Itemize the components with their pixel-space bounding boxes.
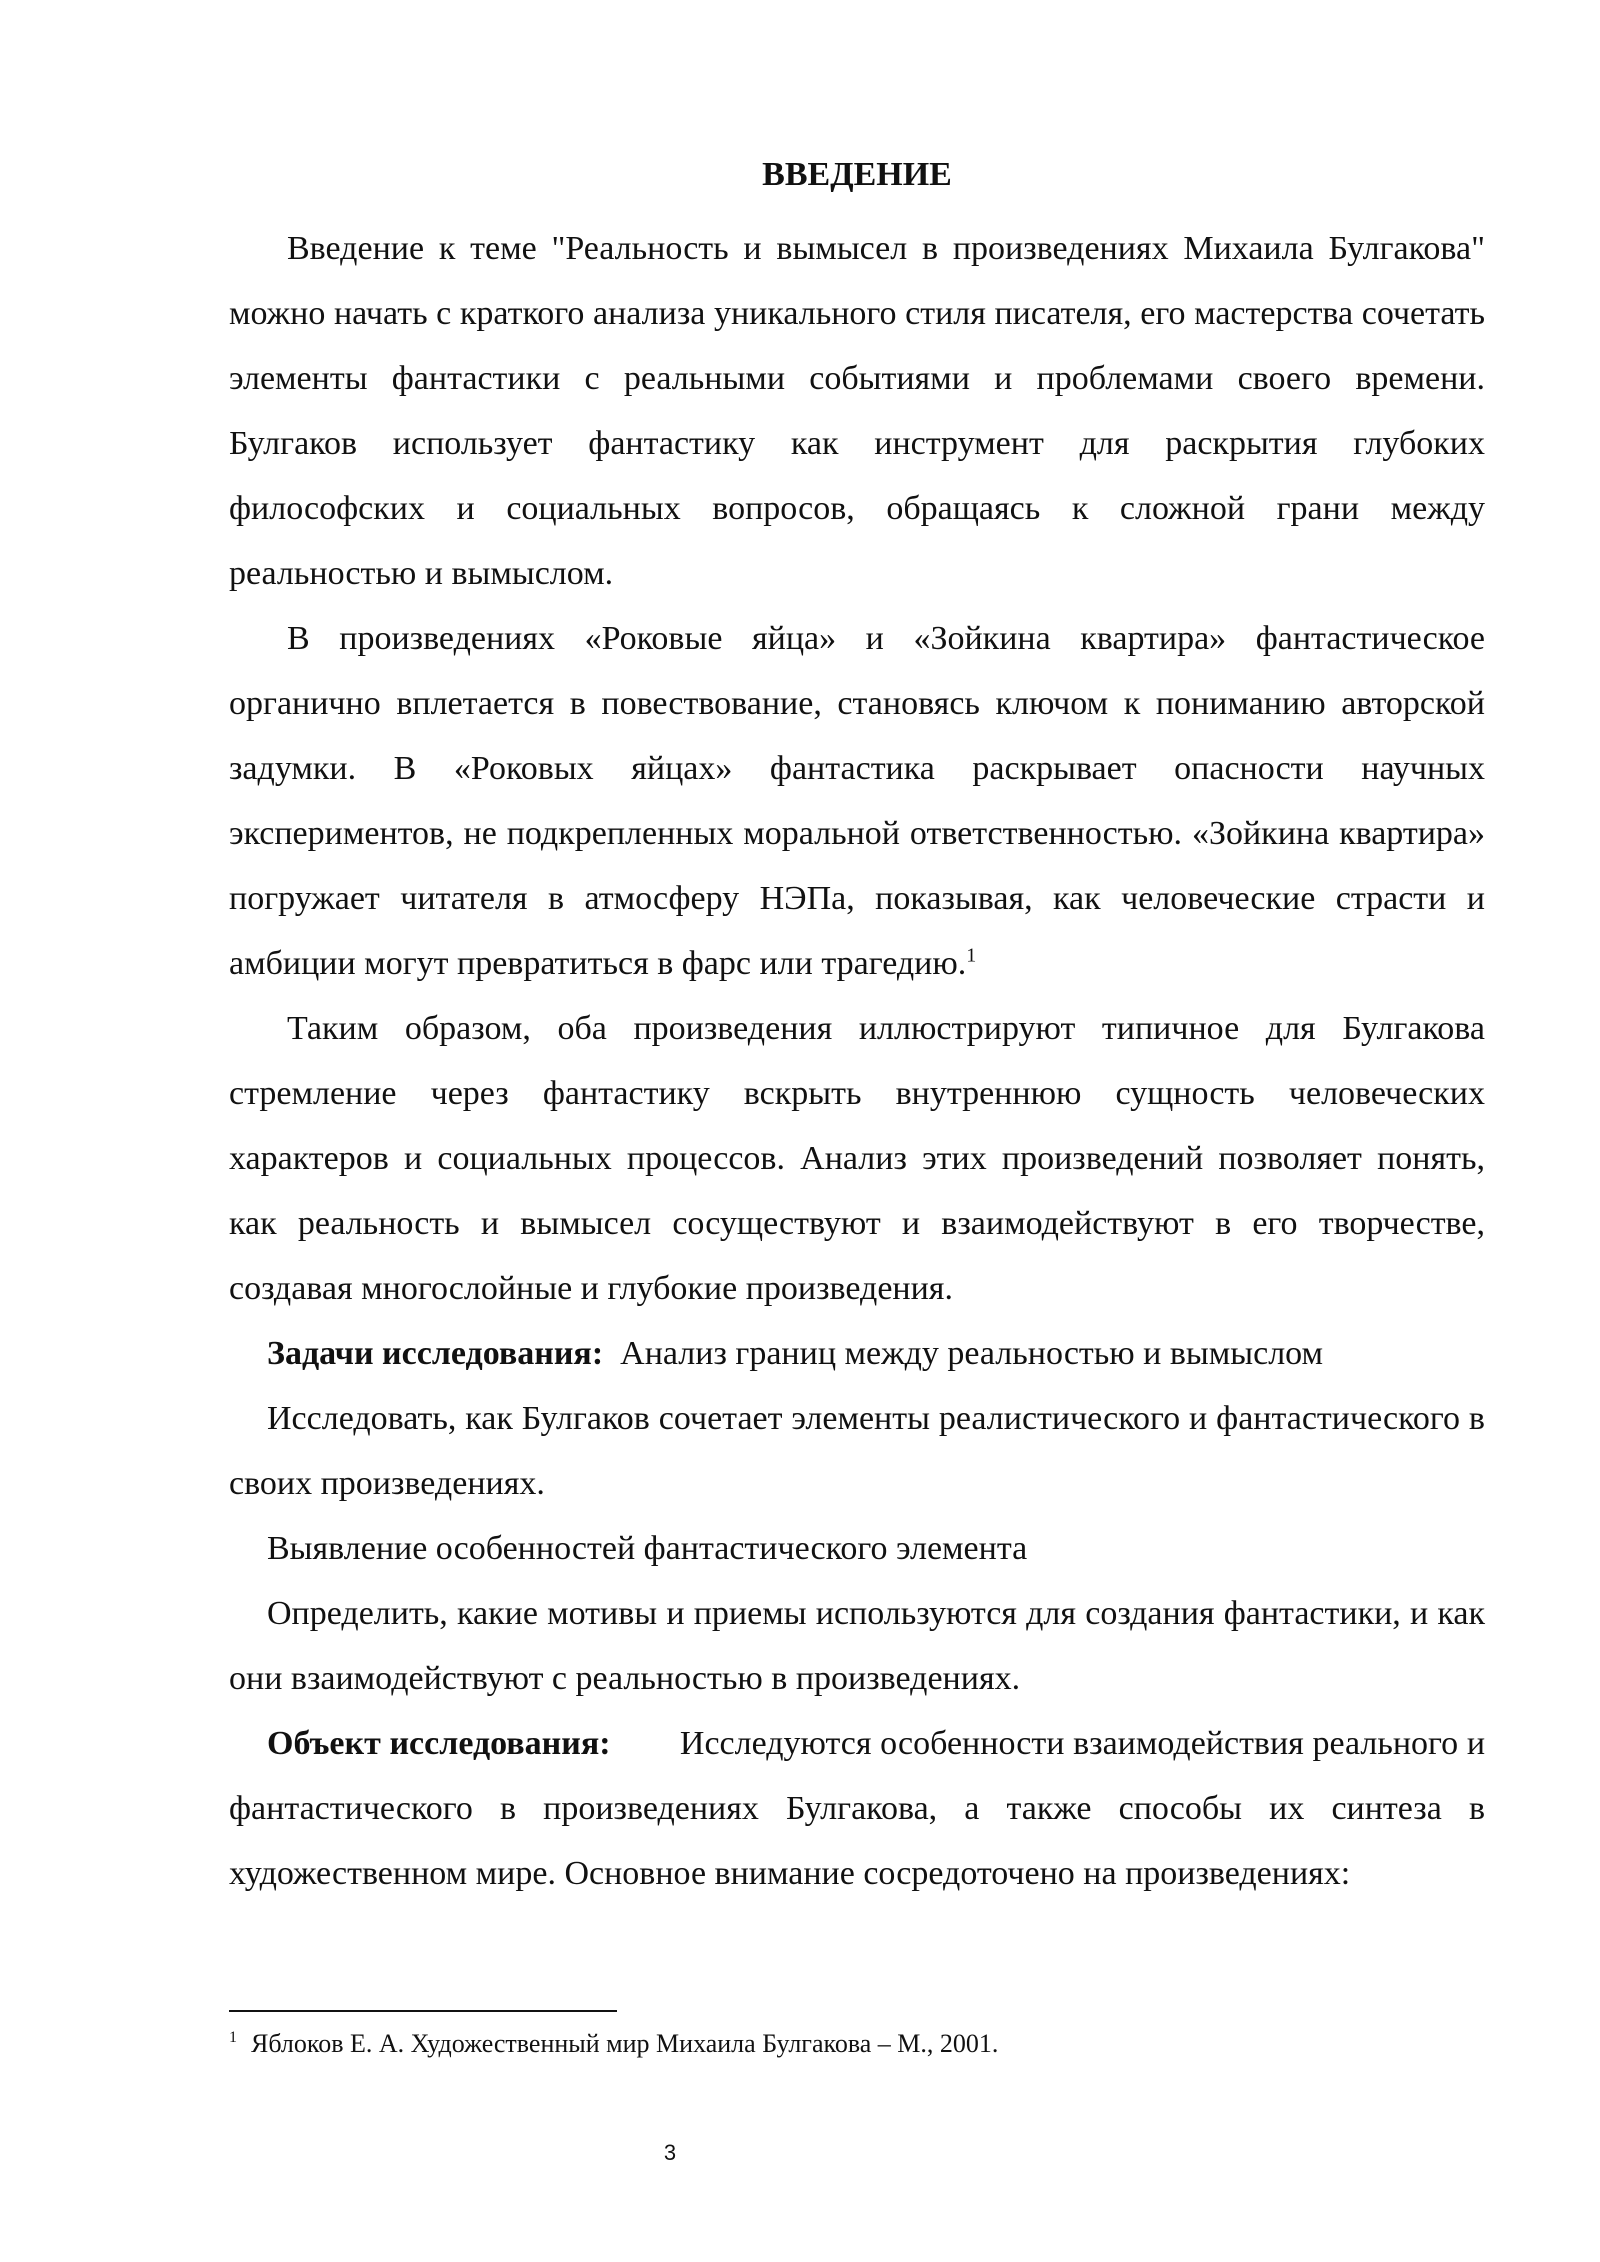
footnote	[229, 2026, 1485, 2062]
intro-paragraph-1: Введение к теме "Реальность и вымысел в произведениях Михаила Булгакова" можно начать с краткого анализа уникального стиля писателя, его мастерства сочетать элементы фантастики с реальными событиями и проблемами своего времени. Булгаков использует фантастику как инструмент для раскрытия глубоких философских и социальных вопросов, обращаясь к сложной грани между реальностью и вымыслом.	[229, 230, 1485, 592]
intro-paragraph-2	[229, 606, 1485, 996]
intro-paragraph-3: Таким образом, оба произведения иллюстрируют типичное для Булгакова стремление через фантастику вскрыть внутреннюю сущность человеческих характеров и социальных процессов. Анализ этих произведений позволяет понять, как реальность и вымысел сосуществуют и взаимодействуют в его творчестве, создавая многослойные и глубокие произведения.	[229, 1010, 1485, 1307]
page-content	[229, 150, 1485, 1906]
footnote-reference: 1	[966, 944, 977, 967]
task-1-title: Анализ границ между реальностью и вымыслом	[620, 1335, 1324, 1372]
footnote-text: Яблоков Е. А. Художественный мир Михаила Булгакова – М., 2001.	[251, 2029, 999, 2058]
page-number: 3	[663, 2140, 677, 2165]
tasks-heading-line	[229, 1321, 1485, 1386]
object-paragraph	[229, 1711, 1485, 1906]
intro-paragraph-2-text: В произведениях «Роковые яйца» и «Зойкина квартира» фантастическое органично вплетается в повествование, становясь ключом к пониманию авторской задумки. В «Роковых яйцах» фантастика раскрывает опасности научных экспериментов, не подкрепленных моральной ответственностью. «Зойкина квартира» погружает читателя в атмосферу НЭПа, показывая, как человеческие страсти и амбиции могут превратиться в фарс или трагедию.	[229, 620, 1485, 982]
object-text: Исследуются особенности взаимодействия реального и фантастического в произведениях Булгакова, а также способы их синтеза в художественном мире. Основное внимание сосредоточено на произведениях:	[229, 1725, 1486, 1892]
task-1-detail: Исследовать, как Булгаков сочетает элементы реалистического и фантастического в своих произведениях.	[229, 1400, 1485, 1502]
tasks-label: Задачи исследования:	[267, 1335, 604, 1372]
task-2-detail: Определить, какие мотивы и приемы используются для создания фантастики, и как они взаимодействуют с реальностью в произведениях.	[229, 1595, 1485, 1697]
object-label: Объект исследования:	[267, 1725, 611, 1762]
task-2-title: Выявление особенностей фантастического элемента	[267, 1530, 1028, 1567]
footnote-separator	[229, 2010, 617, 2012]
footnote-marker: 1	[229, 2029, 237, 2047]
page-heading: ВВЕДЕНИЕ	[762, 156, 952, 193]
